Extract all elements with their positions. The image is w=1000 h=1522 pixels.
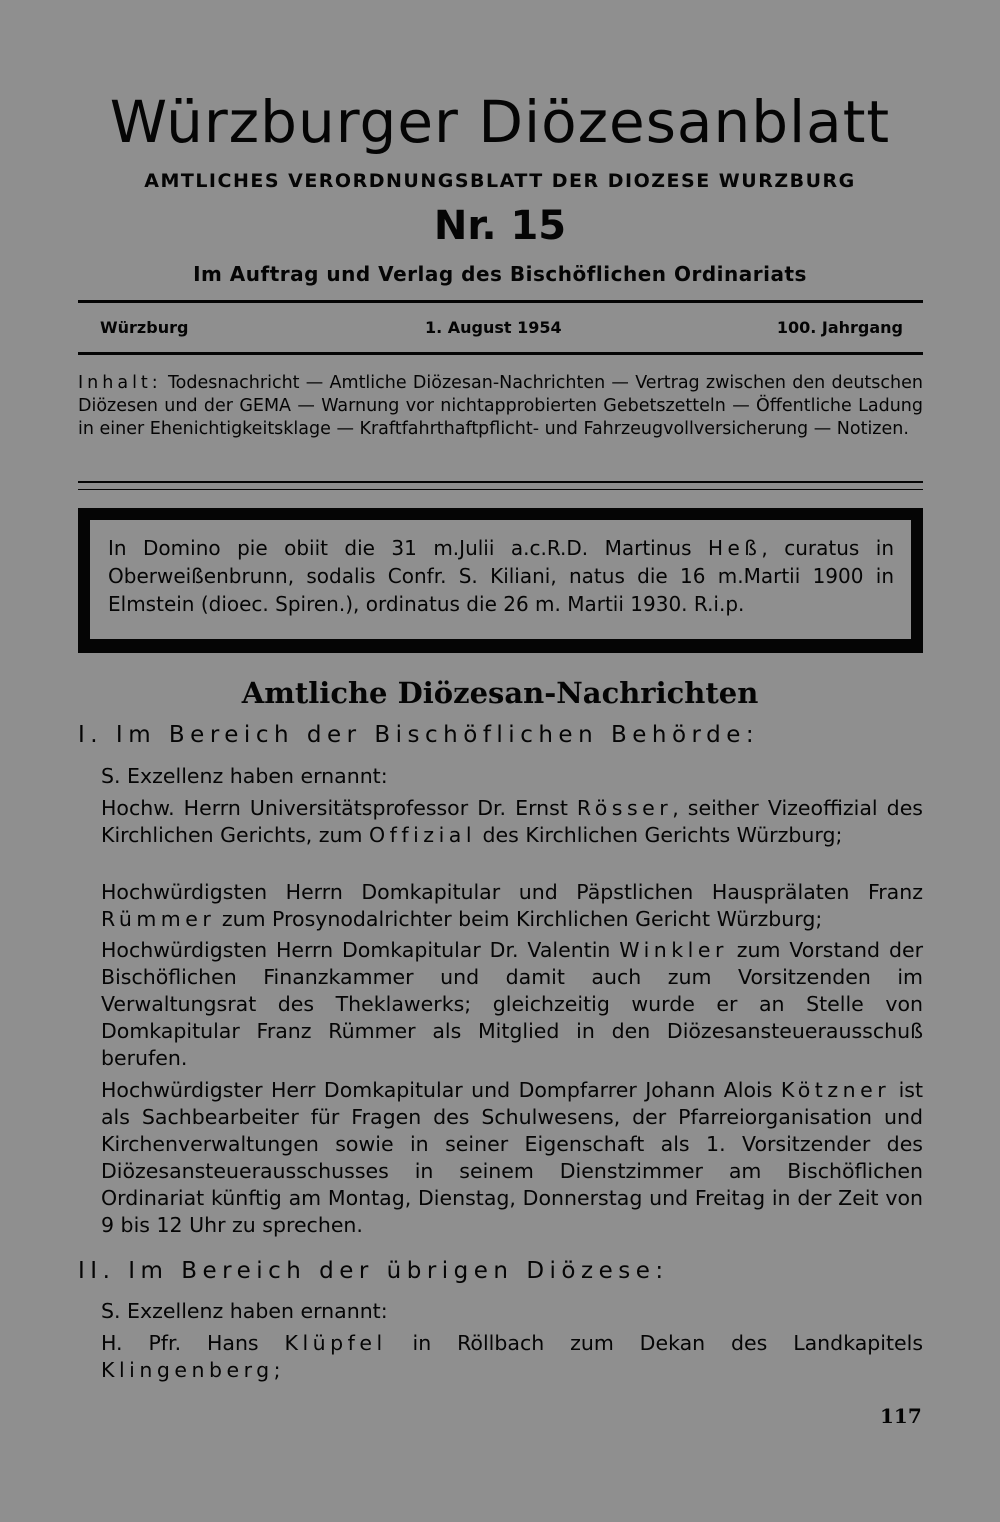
masthead-title: Würzburger Diözesanblatt [109,88,891,156]
issue-number: Nr. 15 [433,203,567,249]
contents-label: Inhalt: [78,373,162,393]
place-name: Klingenberg [101,1358,274,1382]
page-number: 117 [880,1404,922,1428]
part2-heading: II. Im Bereich der übrigen Diözese: [78,1258,669,1284]
dateline-date: 1. August 1954 [425,318,562,337]
dateline-rule [78,352,923,355]
part1-intro: S. Exzellenz haben ernannt: [101,764,388,788]
text: zum Vorstand der Bischöflichen Finanzkammer und damit auch zum Vorsitzenden im Verwaltungsrat des Theklawerks; gleichzeitig wurde er an Stelle von Domkapitular Franz Rümmer als Mitglied in den Diözesansteuerausschuß berufen. [101,938,923,1070]
text: ; [273,1358,281,1382]
person-name: Kötzner [780,1078,891,1102]
masthead-subtitle: AMTLICHES VERORDNUNGSBLATT DER DIOZESE WURZBURG [144,170,856,192]
table-of-contents [78,372,923,441]
person-name: Winkler [619,938,728,962]
text: Hochw. Herrn Universitätsprofessor Dr. Ernst [101,796,577,820]
text: in Röllbach zum Dekan des Landkapitels [386,1331,923,1355]
publisher-line: Im Auftrag und Verlag des Bischöflichen Ordinariats [193,262,807,286]
person-name: Rösser [576,796,673,820]
text: Hochwürdigster Herr Domkapitular und Dompfarrer Johann Alois [101,1078,781,1102]
dateline-place: Würzburg [100,318,189,337]
contents-text: Todesnachricht — Amtliche Diözesan-Nachrichten — Vertrag zwischen den deutschen Diözesen und der GEMA — Warnung vor nichtapprobierten Gebetszetteln — Öffentliche Ladung in einer Ehenichtigkeitsklage — Kraftfahrthaftpflicht- und Fahrzeugvollversicherung — Notizen. [78,373,923,439]
obituary-text-start: In Domino pie obiit die 31 m.Julii a.c.R.D. Martinus [108,536,708,560]
text: ist als Sachbearbeiter für Fragen des Schulwesens, der Pfarreiorganisation und Kirchenverwaltungen sowie in seiner Eigenschaft als 1. Vorsitzender des Diözesansteuerausschusses in seinem Dienstzimmer am Bischöflichen Ordinariat künftig am Montag, Dienstag, Donnerstag und Freitag in der Zeit von 9 bis 12 Uhr zu sprechen. [101,1078,923,1237]
contents-divider [78,481,923,490]
obituary-text-end: , curatus in Oberweißenbrunn, sodalis Confr. S. Kiliani, natus die 16 m.Martii 1900 in Elmstein (dioec. Spiren.), ordinatus die 26 m. Martii 1930. R.i.p. [108,536,894,616]
text: Hochwürdigsten Herrn Domkapitular und Päpstlichen Hausprälaten Franz [101,880,923,904]
text: H. Pfr. Hans [101,1331,285,1355]
text: Hochwürdigsten Herrn Domkapitular Dr. Valentin [101,938,620,962]
obituary-name: Heß [707,536,762,560]
part1-paragraph-2 [101,879,923,933]
part2-intro: S. Exzellenz haben ernannt: [101,1299,388,1323]
top-rule [78,300,923,303]
obituary-notice [108,534,894,618]
part1-paragraph-3 [101,937,923,1072]
dateline-volume: 100. Jahrgang [776,318,903,337]
person-name: Rümmer [101,907,216,931]
part2-paragraph-1 [101,1330,923,1384]
title-name: Offizial [369,823,477,847]
section-title: Amtliche Diözesan-Nachrichten [241,676,759,710]
text: des Kirchlichen Gerichts Würzburg; [476,823,843,847]
text: , seither Vizeoffizial des Kirchlichen Gerichts, zum [101,796,923,847]
part1-paragraph-4 [101,1077,923,1239]
text: zum Prosynodalrichter beim Kirchlichen Gericht Würzburg; [215,907,823,931]
person-name: Klüpfel [284,1331,387,1355]
part1-paragraph-1 [101,795,923,849]
part1-heading: I. Im Bereich der Bischöflichen Behörde: [78,722,760,748]
